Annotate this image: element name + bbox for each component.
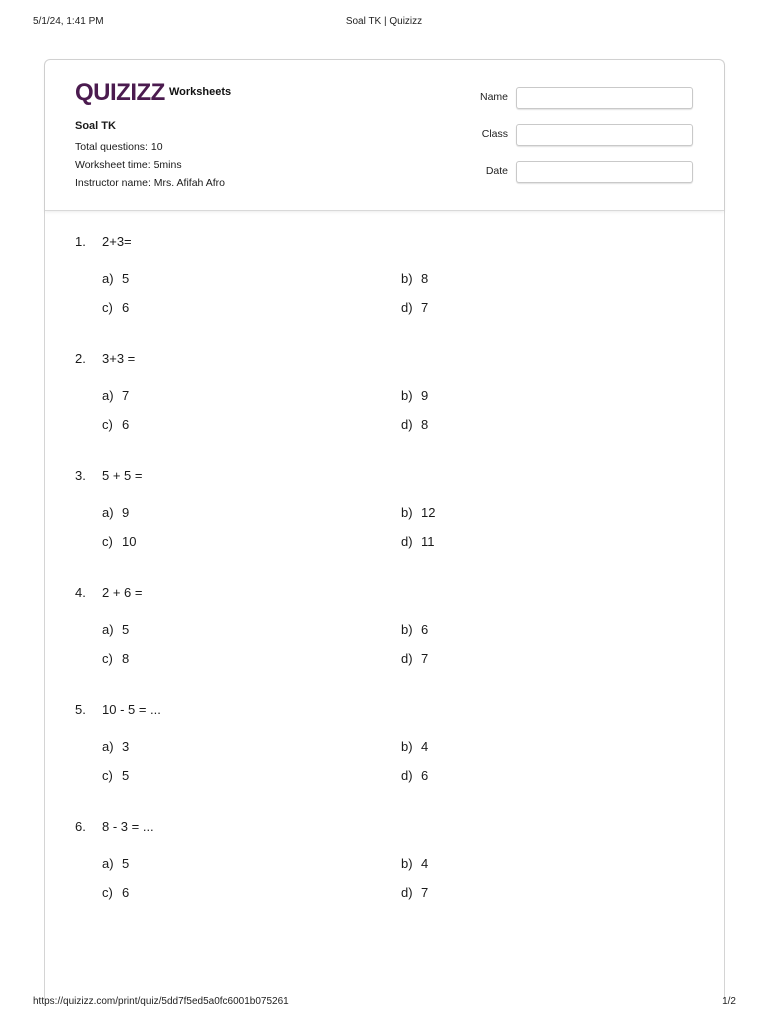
- name-label: Name: [479, 91, 508, 103]
- question-text: 5 + 5 =: [102, 468, 143, 483]
- answer-option-b: [401, 505, 435, 520]
- worksheet-title: Soal TK: [75, 120, 116, 132]
- question-item: [75, 702, 694, 819]
- answer-option-b: [401, 739, 428, 754]
- date-field[interactable]: [516, 161, 693, 183]
- option-letter: a): [102, 271, 114, 286]
- question-number: 5.: [75, 702, 86, 717]
- option-letter: b): [401, 739, 413, 754]
- option-text: 6: [122, 300, 130, 315]
- question-item: [75, 351, 694, 468]
- option-text: 9: [122, 505, 130, 520]
- question-text: 3+3 =: [102, 351, 136, 366]
- worksheet-info: [75, 120, 225, 192]
- question-item: [75, 234, 694, 351]
- answer-option-c: [102, 651, 129, 666]
- answer-option-c: [102, 885, 129, 900]
- option-letter: a): [102, 388, 114, 403]
- date-label: Date: [485, 165, 508, 177]
- answer-option-b: [401, 271, 428, 286]
- option-letter: c): [102, 768, 113, 783]
- answer-option-c: [102, 534, 136, 549]
- question-text: 10 - 5 = ...: [102, 702, 161, 717]
- option-letter: a): [102, 622, 114, 637]
- option-letter: d): [401, 417, 413, 432]
- option-letter: a): [102, 739, 114, 754]
- option-text: 11: [421, 534, 435, 549]
- print-datetime: 5/1/24, 1:41 PM: [33, 16, 104, 27]
- class-field[interactable]: [516, 124, 693, 146]
- option-text: 5: [122, 856, 130, 871]
- option-letter: d): [401, 651, 413, 666]
- option-letter: c): [102, 651, 113, 666]
- answer-option-d: [401, 417, 428, 432]
- answer-option-d: [401, 885, 428, 900]
- option-text: 9: [421, 388, 429, 403]
- option-text: 8: [122, 651, 130, 666]
- option-text: 5: [122, 622, 130, 637]
- answer-option-a: [102, 271, 129, 286]
- answer-option-d: [401, 534, 435, 549]
- option-letter: b): [401, 505, 413, 520]
- answer-option-b: [401, 388, 428, 403]
- worksheet-card: [44, 59, 725, 999]
- answer-option-a: [102, 505, 129, 520]
- question-item: [75, 468, 694, 585]
- option-letter: a): [102, 856, 114, 871]
- worksheet-time: Worksheet time: 5mins: [75, 159, 182, 171]
- option-letter: b): [401, 856, 413, 871]
- option-text: 7: [421, 651, 429, 666]
- option-text: 6: [421, 622, 429, 637]
- option-text: 4: [421, 739, 429, 754]
- name-field-row: [478, 87, 693, 124]
- option-letter: d): [401, 300, 413, 315]
- date-field-row: [478, 161, 693, 198]
- question-number: 3.: [75, 468, 86, 483]
- question-text: 2+3=: [102, 234, 132, 249]
- student-fields: [478, 87, 693, 198]
- option-letter: a): [102, 505, 114, 520]
- answer-option-c: [102, 300, 129, 315]
- question-text: 8 - 3 = ...: [102, 819, 154, 834]
- answer-option-d: [401, 768, 428, 783]
- quizizz-logo: QUIZIZZ: [75, 79, 165, 106]
- option-letter: c): [102, 417, 113, 432]
- option-text: 6: [122, 885, 130, 900]
- option-letter: c): [102, 534, 113, 549]
- answer-option-b: [401, 622, 428, 637]
- answer-option-b: [401, 856, 428, 871]
- question-number: 4.: [75, 585, 86, 600]
- print-footer: [33, 996, 736, 1010]
- option-letter: d): [401, 534, 413, 549]
- question-text: 2 + 6 =: [102, 585, 143, 600]
- option-letter: b): [401, 622, 413, 637]
- option-letter: b): [401, 388, 413, 403]
- answer-option-c: [102, 417, 129, 432]
- answer-option-a: [102, 388, 129, 403]
- answer-option-d: [401, 651, 428, 666]
- option-text: 7: [421, 300, 429, 315]
- question-list: [75, 234, 694, 936]
- answer-option-c: [102, 768, 129, 783]
- option-letter: d): [401, 768, 413, 783]
- option-text: 10: [122, 534, 137, 549]
- worksheet-header: [45, 60, 724, 211]
- option-text: 12: [421, 505, 436, 520]
- answer-option-d: [401, 300, 428, 315]
- option-text: 5: [122, 768, 130, 783]
- option-text: 5: [122, 271, 130, 286]
- question-number: 2.: [75, 351, 86, 366]
- option-letter: c): [102, 300, 113, 315]
- print-url: https://quizizz.com/print/quiz/5dd7f5ed5a0fc6001b075261: [33, 996, 289, 1007]
- page-number: 1/2: [722, 996, 736, 1007]
- option-text: 6: [122, 417, 130, 432]
- option-text: 8: [421, 271, 429, 286]
- instructor-name: Instructor name: Mrs. Afifah Afro: [75, 177, 225, 189]
- option-text: 8: [421, 417, 429, 432]
- total-questions: Total questions: 10: [75, 141, 163, 153]
- option-text: 3: [122, 739, 130, 754]
- question-item: [75, 585, 694, 702]
- option-text: 7: [421, 885, 429, 900]
- print-page-title: Soal TK | Quizizz: [345, 16, 423, 27]
- answer-option-a: [102, 856, 129, 871]
- option-text: 6: [421, 768, 429, 783]
- class-field-row: [478, 124, 693, 161]
- question-number: 1.: [75, 234, 86, 249]
- question-number: 6.: [75, 819, 86, 834]
- class-label: Class: [481, 128, 508, 140]
- option-letter: b): [401, 271, 413, 286]
- product-name: Worksheets: [169, 86, 232, 98]
- name-field[interactable]: [516, 87, 693, 109]
- print-header: [33, 16, 735, 30]
- question-item: [75, 819, 694, 936]
- option-letter: d): [401, 885, 413, 900]
- option-letter: c): [102, 885, 113, 900]
- option-text: 7: [122, 388, 130, 403]
- answer-option-a: [102, 739, 129, 754]
- option-text: 4: [421, 856, 429, 871]
- answer-option-a: [102, 622, 129, 637]
